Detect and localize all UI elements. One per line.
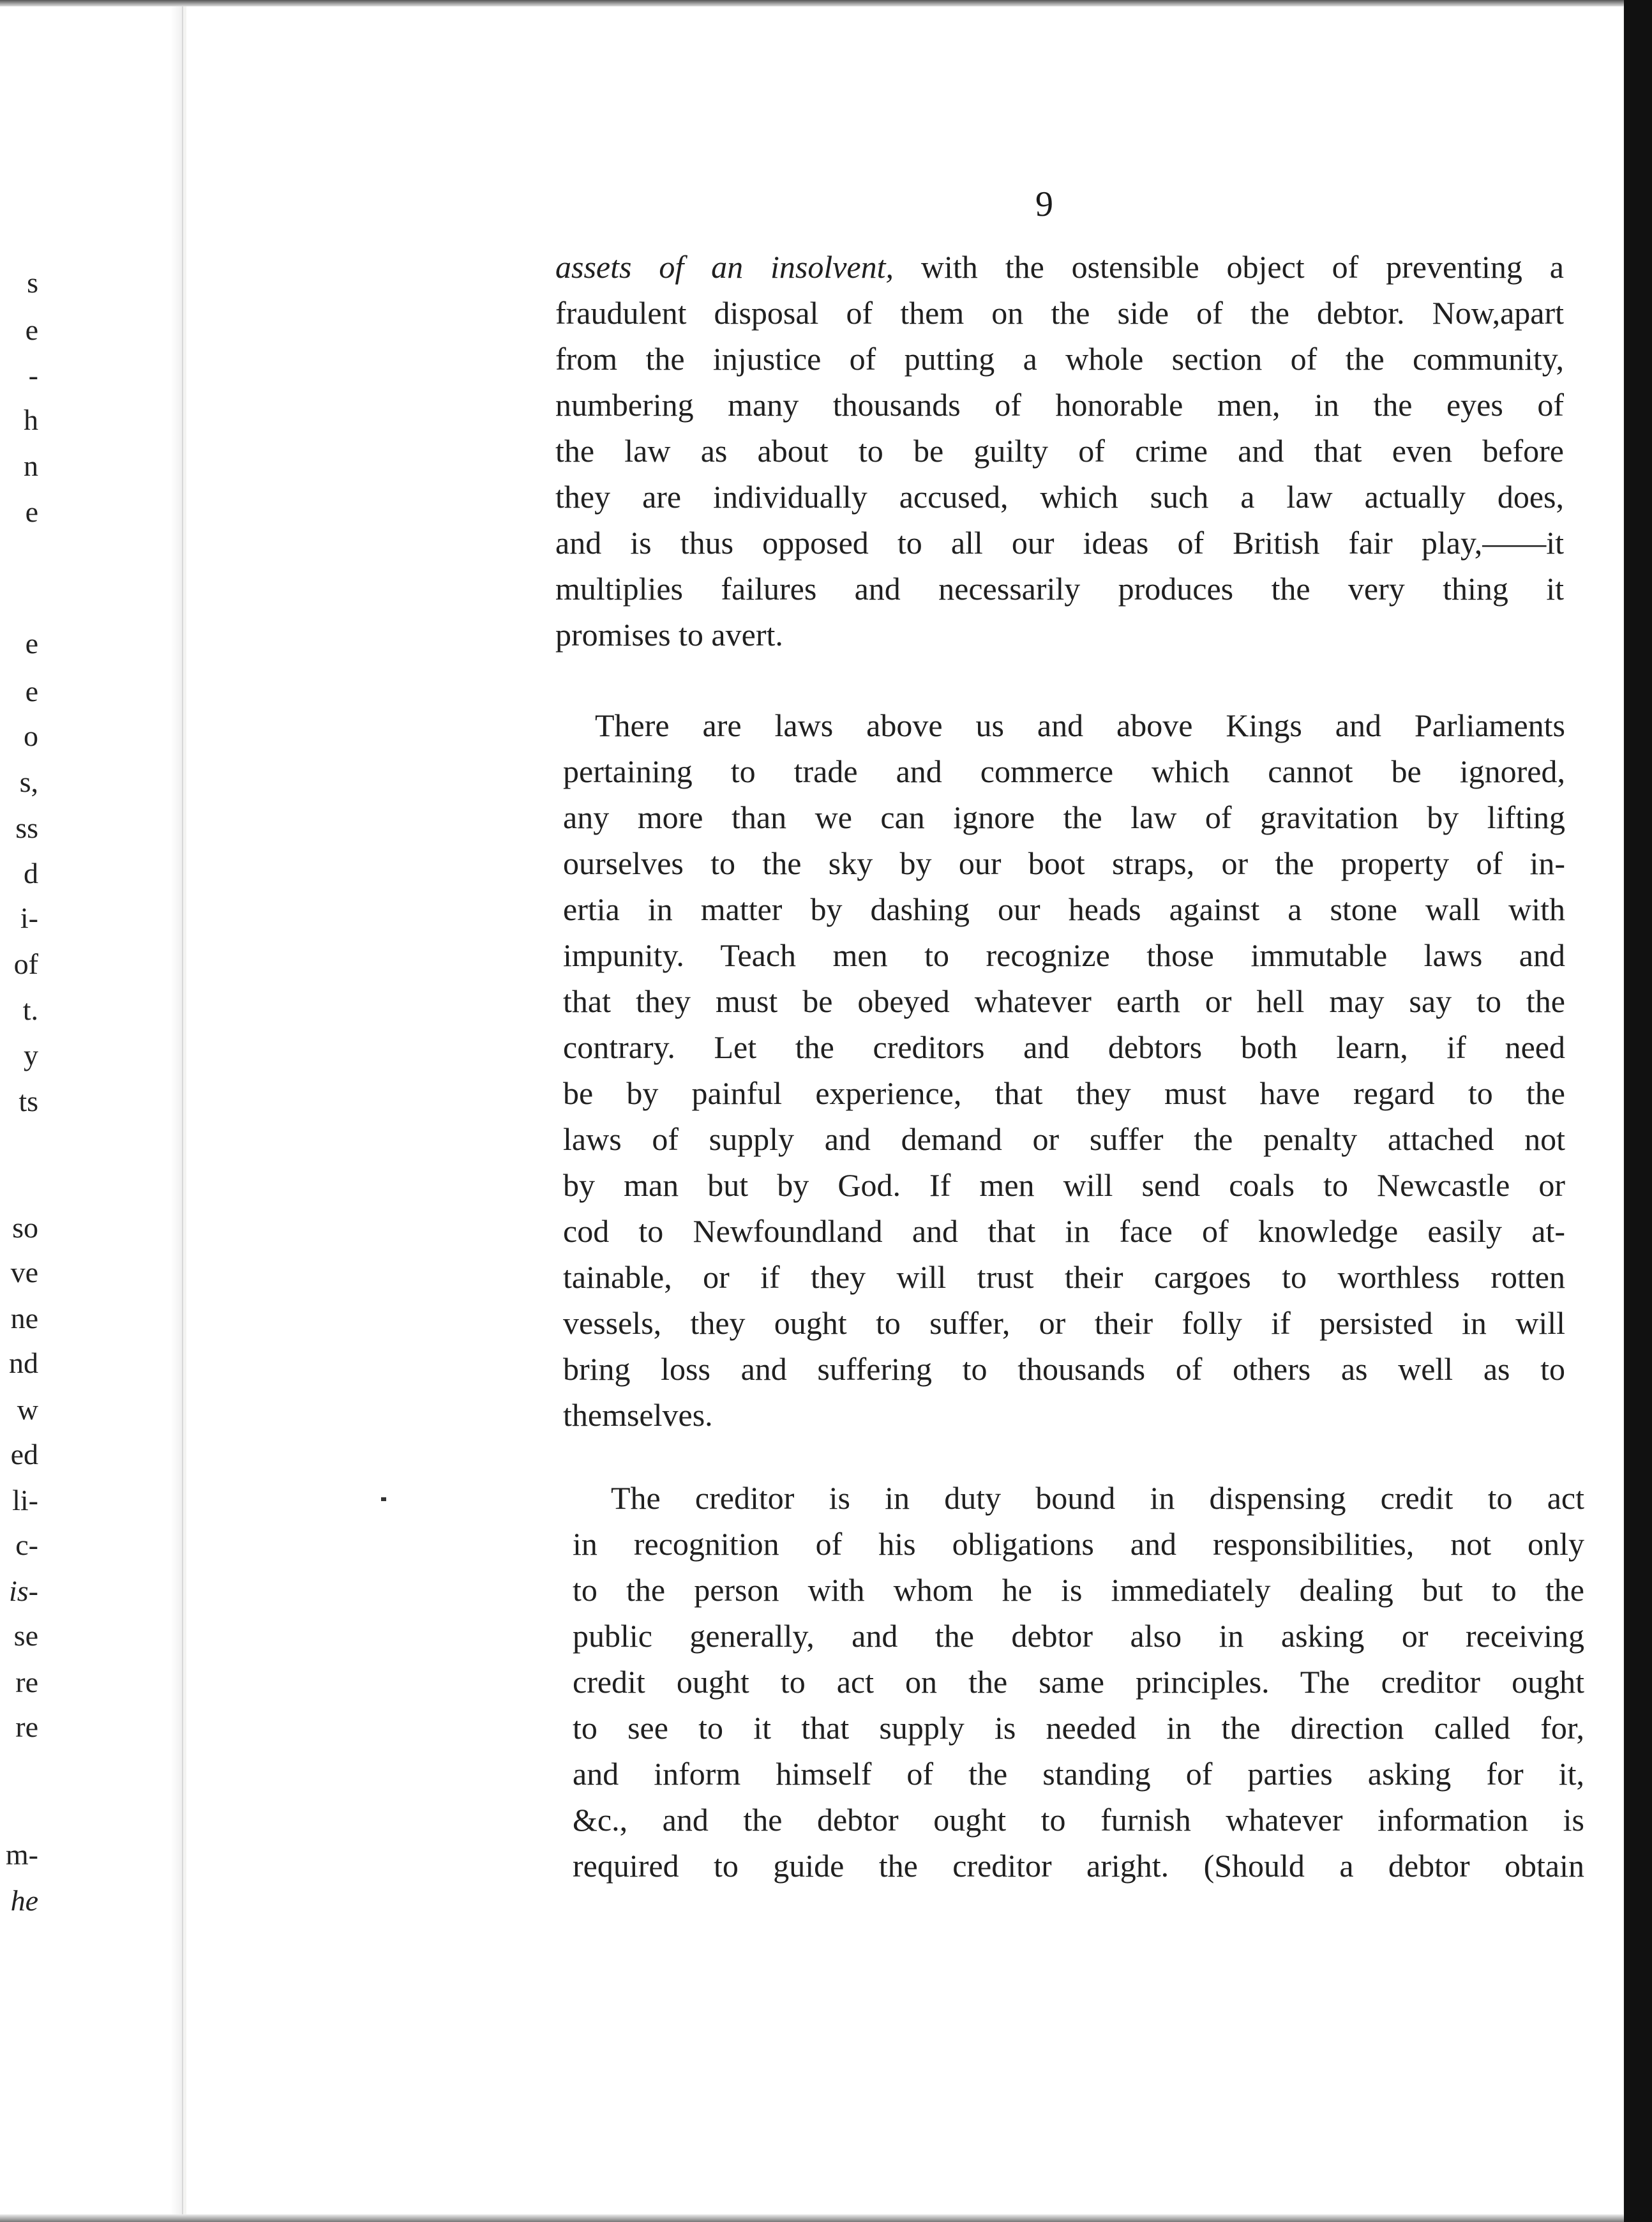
- text-line: promises to avert.: [555, 617, 783, 653]
- fragment-line: ne: [10, 1302, 38, 1334]
- fragment-line: d: [24, 857, 38, 889]
- text-line: by man but by God. If men will send coals to Newcastle or: [563, 1167, 1565, 1203]
- fragment-line: i-: [20, 902, 38, 934]
- paragraph-2: [563, 702, 1565, 1438]
- fragment-line: e: [25, 627, 38, 660]
- fragment-line: nd: [9, 1347, 38, 1379]
- text-line: The creditor is in duty bound in dispensing credit to act: [611, 1480, 1584, 1516]
- text-line: that they must be obeyed whatever earth or hell may say to the: [563, 983, 1565, 1019]
- fragment-line: ts: [19, 1085, 38, 1117]
- text-line: themselves.: [563, 1397, 713, 1433]
- scan-edge-right: [1624, 0, 1652, 2222]
- text-line: ourselves to the sky by our boot straps, or the property of in-: [563, 845, 1565, 881]
- text-line: any more than we can ignore the law of gravitation by lifting: [563, 799, 1565, 835]
- fragment-line: e: [25, 495, 38, 528]
- text-line: from the injustice of putting a whole section of the community,: [555, 341, 1564, 377]
- text-line: and inform himself of the standing of parties asking for it,: [573, 1756, 1584, 1792]
- text-line: bring loss and suffering to thousands of others as well as to: [563, 1351, 1565, 1387]
- text-span: with the ostensible object of preventing a: [894, 249, 1565, 285]
- book-page: [186, 6, 1623, 2214]
- text-line: laws of supply and demand or suffer the penalty attached not: [563, 1121, 1565, 1157]
- text-line: be by painful experience, that they must have regard to the: [563, 1075, 1565, 1111]
- text-line: vessels, they ought to suffer, or their folly if persisted in will: [563, 1305, 1565, 1341]
- text-line: numbering many thousands of honorable men, in the eyes of: [555, 387, 1564, 423]
- text-line: required to guide the creditor aright. (Should a debtor obtain: [573, 1848, 1584, 1884]
- fragment-line: h: [24, 404, 38, 436]
- text-line: to the person with whom he is immediately dealing but to the: [573, 1572, 1584, 1608]
- facing-page-text-fragments: [0, 0, 182, 2222]
- text-line: the law as about to be guilty of crime and that even before: [555, 433, 1564, 469]
- fragment-line: -: [28, 359, 38, 391]
- text-line: ertia in matter by dashing our heads against a stone wall with: [563, 891, 1565, 927]
- fragment-line: o: [24, 720, 38, 752]
- text-line: they are individually accused, which such a law actually does,: [555, 479, 1564, 515]
- fragment-line: so: [12, 1211, 38, 1244]
- paragraph-3: [573, 1475, 1584, 1889]
- fragment-line: e: [25, 314, 38, 346]
- fragment-line: w: [17, 1393, 38, 1426]
- text-line: impunity. Teach men to recognize those immutable laws and: [563, 937, 1565, 973]
- text-line: to see to it that supply is needed in the direction called for,: [573, 1710, 1584, 1746]
- fragment-line: ed: [10, 1438, 38, 1470]
- margin-mark: [381, 1497, 386, 1501]
- text-line: tainable, or if they will trust their cargoes to worthless rotten: [563, 1259, 1565, 1295]
- fragment-line: of: [13, 948, 38, 980]
- text-line: pertaining to trade and commerce which cannot be ignored,: [563, 753, 1565, 789]
- fragment-line: c-: [15, 1529, 38, 1561]
- text-line: There are laws above us and above Kings and Parliaments: [595, 707, 1565, 743]
- fragment-line: n: [24, 450, 38, 482]
- fragment-line: e: [25, 675, 38, 707]
- text-line: [555, 244, 1564, 290]
- fragment-line: ve: [10, 1256, 38, 1289]
- text-line: public generally, and the debtor also in asking or receiving: [573, 1618, 1584, 1654]
- scan-edge-top: [0, 0, 1652, 6]
- italic-phrase: assets of an insolvent,: [555, 249, 894, 285]
- fragment-line: se: [13, 1619, 38, 1652]
- fragment-line: ss: [15, 812, 38, 844]
- text-line: &c., and the debtor ought to furnish whatever information is: [573, 1802, 1584, 1838]
- text-line: in recognition of his obligations and responsibilities, not only: [573, 1526, 1584, 1562]
- text-line: and is thus opposed to all our ideas of British fair play,——it: [555, 525, 1564, 561]
- facing-page-edge: [0, 0, 183, 2222]
- fragment-line: y: [24, 1039, 38, 1071]
- paragraph-1: [555, 244, 1564, 658]
- fragment-line: re: [15, 1711, 38, 1743]
- fragment-line: li-: [12, 1484, 38, 1516]
- text-line: fraudulent disposal of them on the side of the debtor. Now,apart: [555, 295, 1564, 331]
- text-line: multiplies failures and necessarily produces the very thing it: [555, 571, 1564, 607]
- fragment-line: is-: [9, 1575, 38, 1607]
- fragment-line: t.: [22, 994, 38, 1026]
- fragment-line: s,: [19, 766, 38, 798]
- fragment-line: m-: [5, 1838, 38, 1871]
- fragment-line: s: [27, 266, 38, 299]
- text-line: credit ought to act on the same principles. The creditor ought: [573, 1664, 1584, 1700]
- fragment-line: he: [10, 1884, 38, 1917]
- scan-edge-bottom: [0, 2214, 1652, 2222]
- text-line: contrary. Let the creditors and debtors both learn, if need: [563, 1029, 1565, 1065]
- page-number: 9: [1035, 185, 1053, 224]
- text-line: cod to Newfoundland and that in face of knowledge easily at-: [563, 1213, 1565, 1249]
- fragment-line: re: [15, 1666, 38, 1698]
